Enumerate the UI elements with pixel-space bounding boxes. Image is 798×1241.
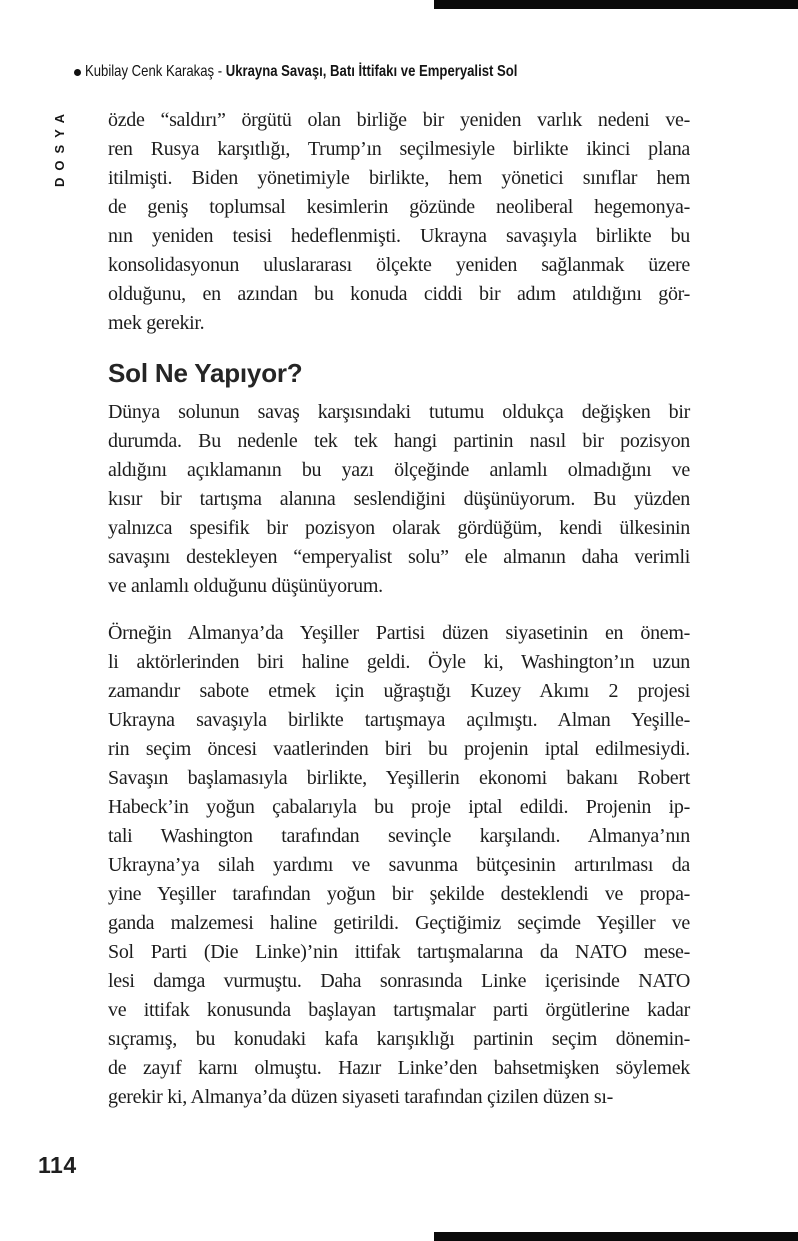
text-line: de zayıf karnı olmuştu. Hazır Linke’den bahsetmişken söylemek bbox=[108, 1057, 690, 1079]
text-line: Savaşın başlamasıyla birlikte, Yeşillerin ekonomi bakanı Robert bbox=[108, 767, 690, 789]
header-separator: - bbox=[217, 63, 223, 80]
paragraph bbox=[108, 398, 690, 601]
running-header-text bbox=[85, 63, 517, 81]
author-name: Kubilay Cenk Karakaş bbox=[85, 63, 215, 80]
text-line: kısır bir tartışma alanına seslendiğini düşünüyorum. Bu yüzden bbox=[108, 488, 690, 510]
text-line: tali Washington tarafından sevinçle karşılandı. Almanya’nın bbox=[108, 825, 690, 847]
text-line: ve anlamlı olduğunu düşünüyorum. bbox=[108, 575, 383, 597]
text-line: Örneğin Almanya’da Yeşiller Partisi düzen siyasetinin en önem- bbox=[108, 622, 690, 644]
text-line: rin seçim öncesi vaatlerinden biri bu projenin iptal edilmesiydi. bbox=[108, 738, 690, 760]
text-line: zamandır sabote etmek için uğraştığı Kuzey Akımı 2 projesi bbox=[108, 680, 690, 702]
text-line: ganda malzemesi haline getirildi. Geçtiğimiz seçimde Yeşiller ve bbox=[108, 912, 690, 934]
text-line: Dünya solunun savaş karşısındaki tutumu oldukça değişken bir bbox=[108, 401, 690, 423]
text-line: Ukrayna’ya silah yardımı ve savunma bütçesinin artırılması da bbox=[108, 854, 690, 876]
text-line: de geniş toplumsal kesimlerin gözünde neoliberal hegemonya- bbox=[108, 196, 690, 218]
text-line: mek gerekir. bbox=[108, 312, 205, 334]
text-line: savaşını destekleyen “emperyalist solu” ele almanın daha verimli bbox=[108, 546, 690, 568]
text-line: konsolidasyonun uluslararası ölçekte yeniden sağlanmak üzere bbox=[108, 254, 690, 276]
text-line: lesi damga vurmuştu. Daha sonrasında Linke içerisinde NATO bbox=[108, 970, 690, 992]
section-heading: Sol Ne Yapıyor? bbox=[108, 358, 303, 388]
text-line: Habeck’in yoğun çabalarıyla bu proje iptal edildi. Projenin ip- bbox=[108, 796, 690, 818]
text-line: nın yeniden tesisi hedeflenmişti. Ukrayna savaşıyla birlikte bu bbox=[108, 225, 690, 247]
text-line: gerekir ki, Almanya’da düzen siyaseti tarafından çizilen düzen sı- bbox=[108, 1086, 613, 1108]
bullet-icon bbox=[74, 69, 81, 76]
scan-edge-top bbox=[434, 0, 798, 9]
article-body bbox=[108, 106, 690, 1130]
text-line: durumda. Bu nedenle tek tek hangi partinin nasıl bir pozisyon bbox=[108, 430, 690, 452]
text-line: özde “saldırı” örgütü olan birliğe bir yeniden varlık nedeni ve- bbox=[108, 109, 690, 131]
text-line: ren Rusya karşıtlığı, Trump’ın seçilmesiyle birlikte ikinci plana bbox=[108, 138, 690, 160]
text-line: yine Yeşiller tarafından yoğun bir şekilde desteklendi ve propa- bbox=[108, 883, 690, 905]
text-line: aldığını açıklamanın bu yazı ölçeğinde anlamlı olmadığını ve bbox=[108, 459, 690, 481]
text-line: itilmişti. Biden yönetimiyle birlikte, hem yönetici sınıflar hem bbox=[108, 167, 690, 189]
text-line: yalnızca spesifik bir pozisyon olarak gördüğüm, kendi ülkesinin bbox=[108, 517, 690, 539]
text-line: li aktörlerinden biri haline geldi. Öyle ki, Washington’ın uzun bbox=[108, 651, 690, 673]
dosya-label: DOSYA bbox=[52, 106, 67, 187]
paragraph bbox=[108, 106, 690, 338]
scan-edge-bottom bbox=[434, 1232, 798, 1241]
text-line: ve ittifak konusunda başlayan tartışmalar parti örgütlerine kadar bbox=[108, 999, 690, 1021]
text-line: Sol Parti (Die Linke)’nin ittifak tartışmalarına da NATO mese- bbox=[108, 941, 690, 963]
text-line: Ukrayna savaşıyla birlikte tartışmaya açılmıştı. Alman Yeşille- bbox=[108, 709, 690, 731]
page-number: 114 bbox=[38, 1152, 77, 1178]
running-header bbox=[74, 63, 612, 81]
text-line: sıçramış, bu konudaki kafa karışıklığı partinin seçim dönemin- bbox=[108, 1028, 690, 1050]
article-title: Ukrayna Savaşı, Batı İttifakı ve Emperyalist Sol bbox=[225, 63, 518, 80]
text-line: olduğunu, en azından bu konuda ciddi bir adım atıldığını gör- bbox=[108, 283, 690, 305]
paragraph bbox=[108, 619, 690, 1112]
